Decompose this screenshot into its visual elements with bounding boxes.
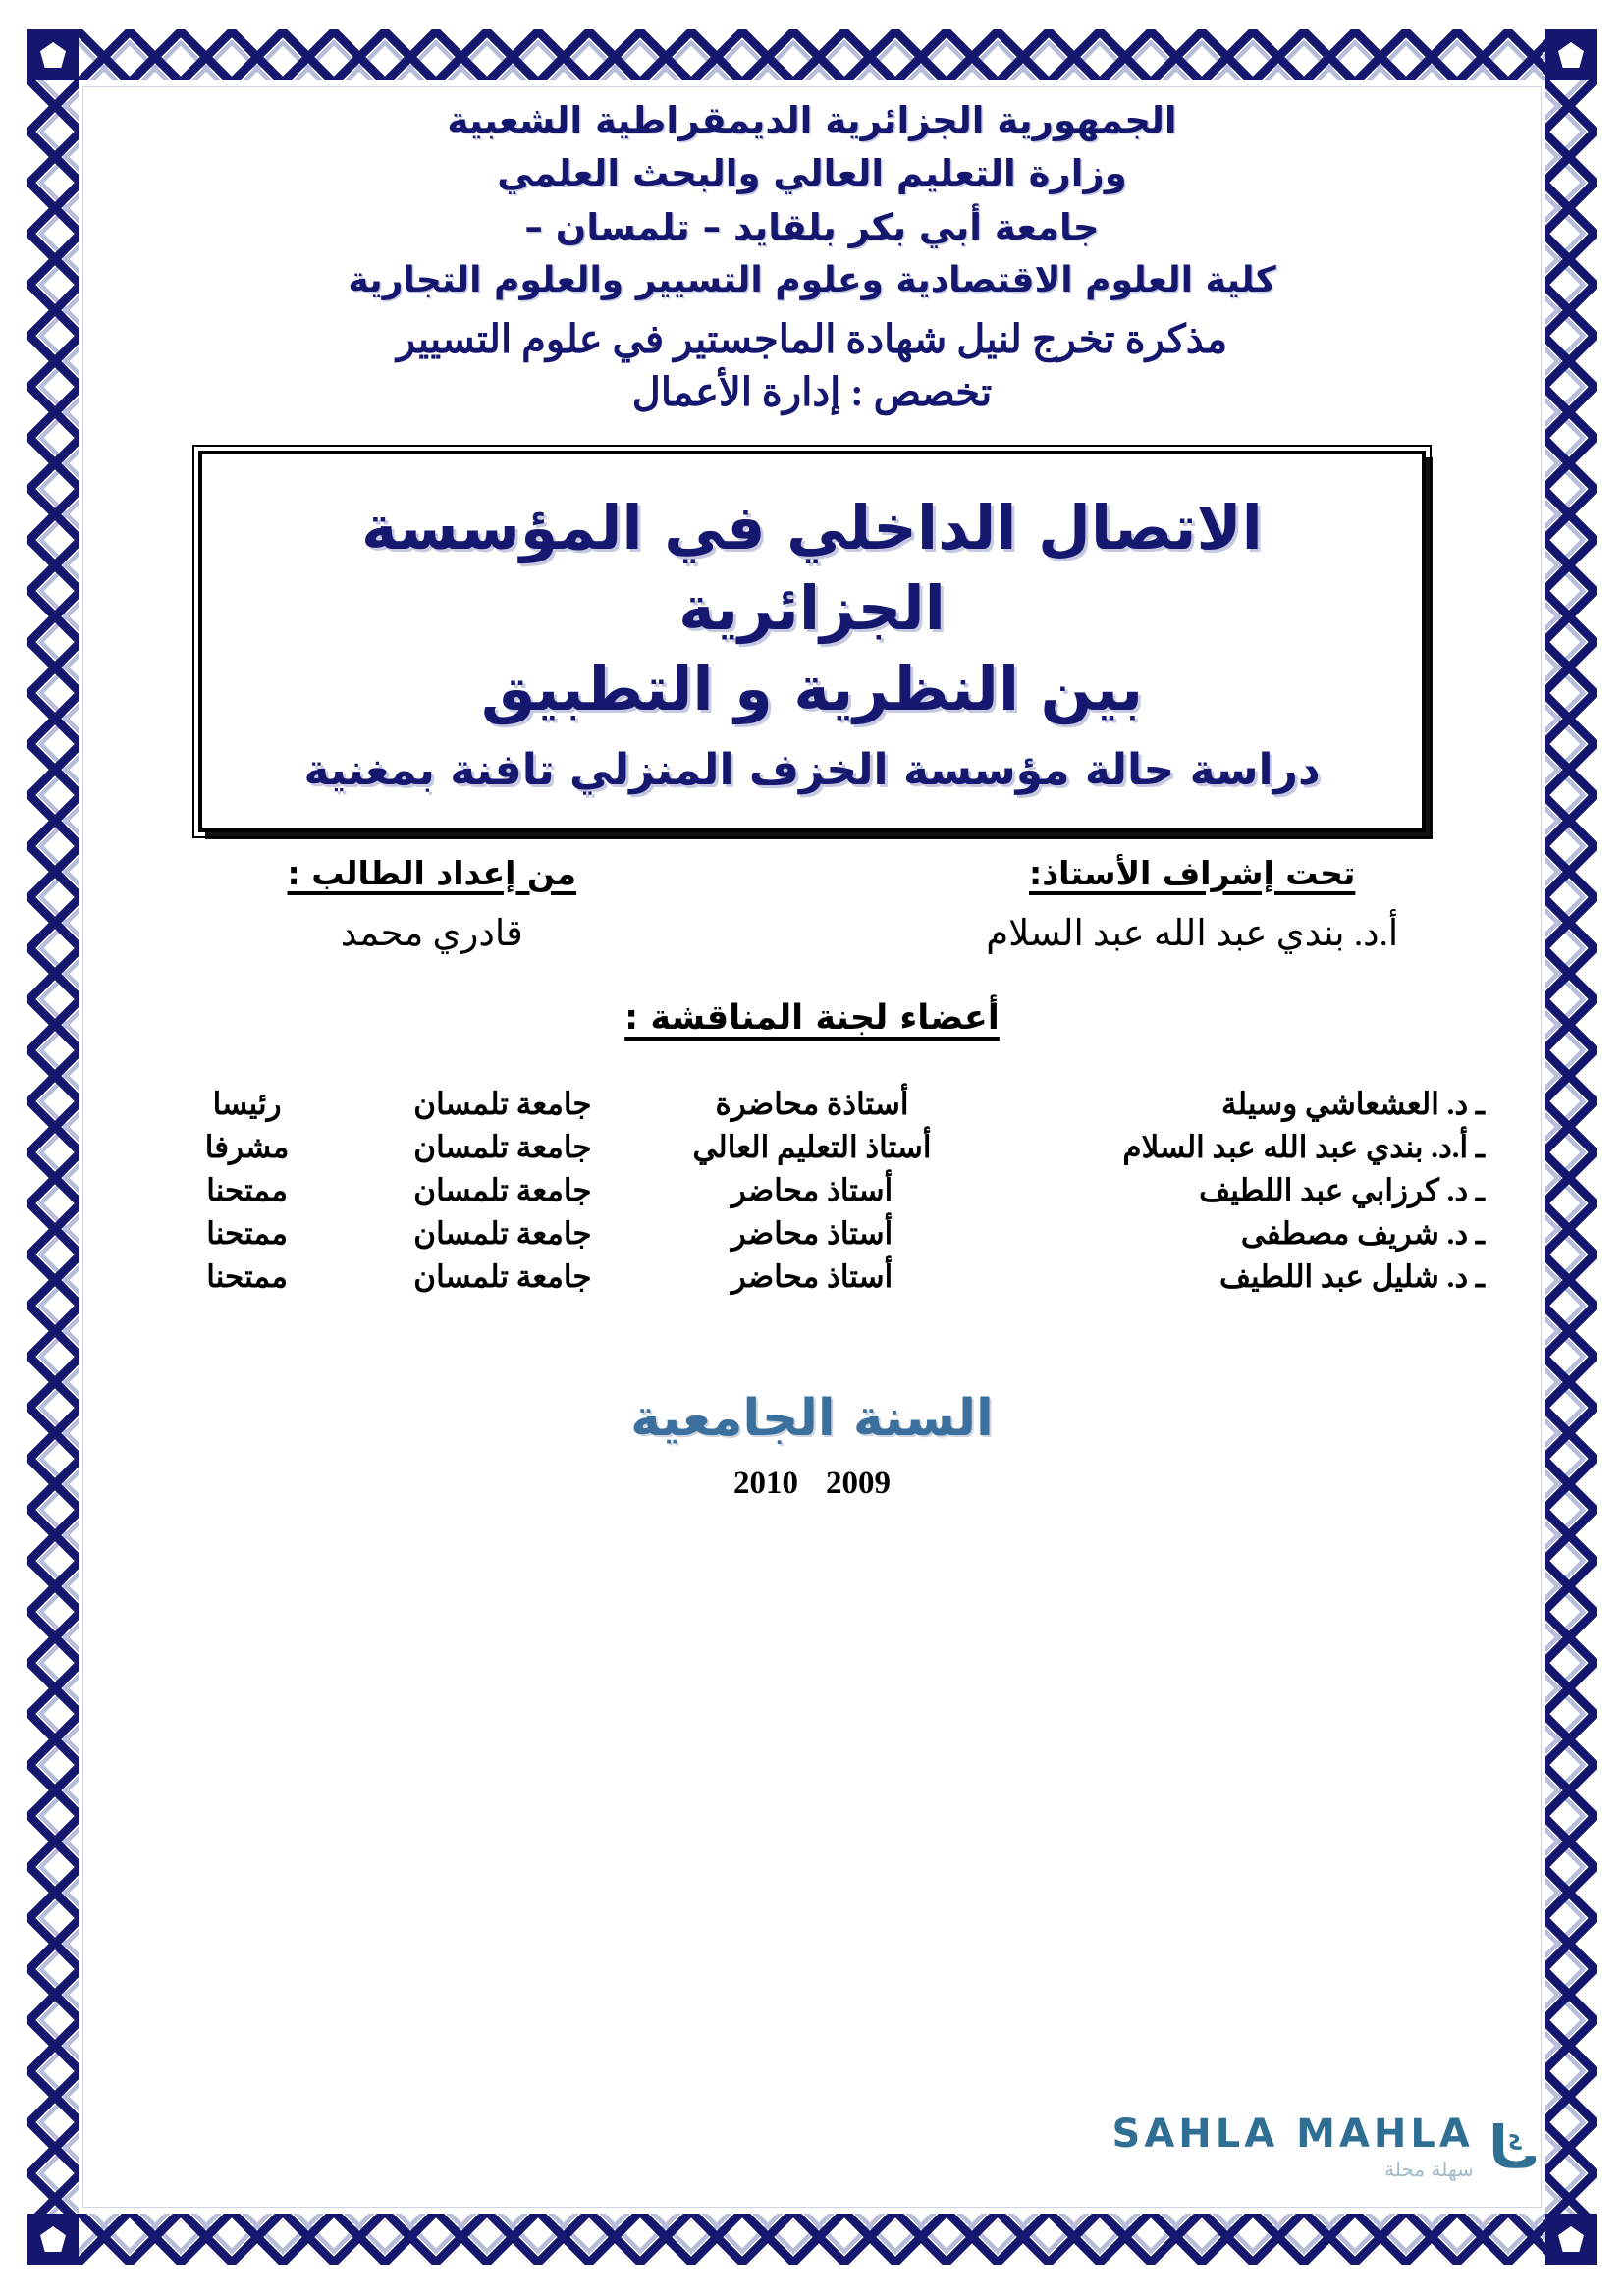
thesis-title-line-2: بين النظرية و التطبيق xyxy=(480,652,1144,724)
jury-member-rank: أستاذة محاضرة xyxy=(715,1086,909,1121)
border-band-left xyxy=(27,29,79,2265)
jury-member-university: جامعة تلمسان xyxy=(413,1258,592,1294)
jury-member-rank: أستاذ محاضر xyxy=(731,1215,893,1251)
watermark-brand: SAHLA MAHLA xyxy=(1111,2111,1474,2157)
jury-members-table xyxy=(139,1083,1485,1299)
supervisor-name: أ.د. بندي عبد الله عبد السلام xyxy=(986,913,1399,954)
border-band-bottom xyxy=(27,2214,1597,2265)
university-name: جامعة أبي بكر بلقايد – تلمسان – xyxy=(524,205,1100,248)
student-block xyxy=(108,854,756,955)
border-chevron-pattern-right xyxy=(1545,29,1597,2265)
jury-member-university: جامعة تلمسان xyxy=(413,1129,592,1164)
sahla-mahla-watermark xyxy=(1112,2113,1540,2180)
academic-year-end: 2010 xyxy=(733,1465,798,1501)
jury-member-role: رئيسا xyxy=(212,1086,282,1121)
border-chevron-pattern-left xyxy=(27,29,79,2265)
jury-member-role: ممتحنا xyxy=(206,1172,288,1207)
watermark-text-group xyxy=(1111,2111,1474,2181)
jury-member-name: ـ د. العشعاشي وسيلة xyxy=(1221,1086,1485,1121)
table-row xyxy=(139,1126,1485,1169)
jury-member-role: مشرفا xyxy=(204,1129,290,1164)
table-row xyxy=(139,1169,1485,1212)
student-heading: من إعداد الطالب : xyxy=(287,853,577,892)
jury-member-university: جامعة تلمسان xyxy=(413,1215,592,1251)
jury-heading: أعضاء لجنة المناقشة : xyxy=(624,997,1000,1038)
thesis-title-box xyxy=(198,451,1426,832)
jury-member-name: ـ د. شريف مصطفى xyxy=(1240,1215,1485,1251)
border-corner-ornament-bottom-right xyxy=(1545,2214,1597,2265)
table-row xyxy=(139,1212,1485,1255)
jury-member-rank: أستاذ محاضر xyxy=(731,1172,893,1207)
table-row xyxy=(139,1083,1485,1126)
thesis-title-line-1: الاتصال الداخلي في المؤسسة الجزائرية xyxy=(361,491,1263,644)
academic-year-start: 2009 xyxy=(826,1465,891,1501)
jury-member-rank: أستاذ محاضر xyxy=(731,1258,893,1294)
authorship-row xyxy=(108,854,1516,955)
supervisor-block xyxy=(868,854,1516,955)
watermark-logo-icon: ك xyxy=(1487,2113,1540,2180)
jury-member-role: ممتحنا xyxy=(206,1215,288,1251)
country-name: الجمهورية الجزائرية الديمقراطية الشعبية xyxy=(447,99,1177,141)
faculty-name: كلية العلوم الاقتصادية وعلوم التسيير والعلوم التجارية xyxy=(348,260,1276,301)
jury-member-role: ممتحنا xyxy=(206,1258,288,1294)
border-chevron-pattern-bottom xyxy=(27,2214,1597,2265)
academic-year-label: السنة الجامعية xyxy=(630,1388,994,1448)
jury-member-name: ـ د. كرزابي عبد اللطيف xyxy=(1199,1172,1485,1207)
border-band-right xyxy=(1545,29,1597,2265)
supervisor-heading: تحت إشراف الأستاذ: xyxy=(1029,853,1356,892)
student-name: قادري محمد xyxy=(340,913,523,954)
thesis-subtitle: دراسة حالة مؤسسة الخزف المنزلي تافنة بمغنية xyxy=(303,745,1321,796)
table-row xyxy=(139,1255,1485,1299)
border-corner-ornament-bottom-left xyxy=(27,2214,79,2265)
academic-year-range xyxy=(88,1466,1536,1502)
jury-member-name: ـ أ.د. بندي عبد الله عبد السلام xyxy=(1122,1129,1485,1164)
specialization-statement: تخصص : إدارة الأعمال xyxy=(631,369,993,414)
jury-member-rank: أستاذ التعليم العالي xyxy=(692,1129,932,1164)
ministry-name: وزارة التعليم العالي والبحث العلمي xyxy=(497,152,1127,195)
border-corner-ornament-top-right xyxy=(1545,29,1597,80)
jury-member-name: ـ د. شليل عبد اللطيف xyxy=(1218,1258,1485,1294)
institution-header xyxy=(88,99,1536,301)
cover-page-content xyxy=(88,61,1536,1502)
watermark-tagline: سهلة محلة xyxy=(1384,2158,1474,2181)
degree-statement: مذكرة تخرج لنيل شهادة الماجستير في علوم التسيير xyxy=(396,316,1228,361)
border-corner-ornament-top-left xyxy=(27,29,79,80)
jury-member-university: جامعة تلمسان xyxy=(413,1172,592,1207)
jury-member-university: جامعة تلمسان xyxy=(413,1086,592,1121)
jury-table-body xyxy=(139,1083,1485,1299)
